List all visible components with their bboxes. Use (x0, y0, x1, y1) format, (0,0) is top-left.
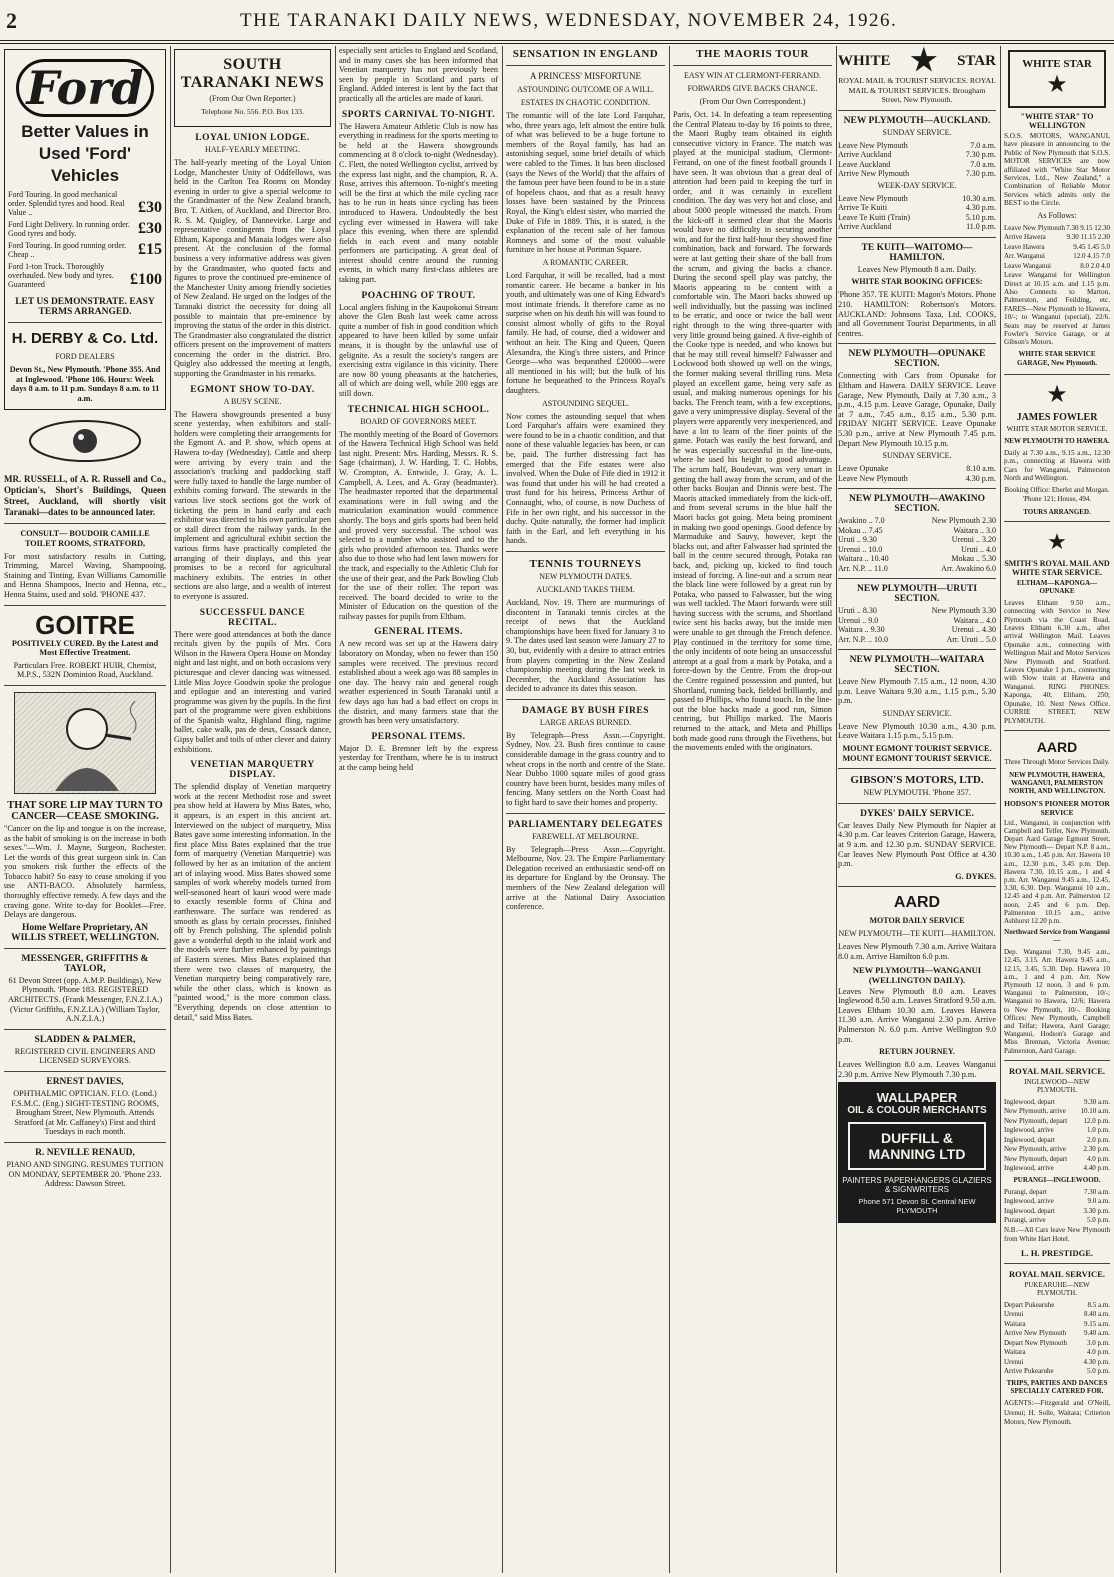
timetable-row: Leave Te Kuiti (Train) 5.10 p.m. (838, 212, 996, 222)
smoker-illustration (14, 692, 156, 794)
timetable-row: Uruti .. 9.30 Urenui .. 3.20 (838, 535, 996, 545)
column-divider (1000, 46, 1001, 1573)
south-taranaki-banner (174, 49, 331, 127)
booking-head: WHITE STAR BOOKING OFFICES: (851, 277, 983, 287)
aard-title: AARD (893, 894, 941, 912)
ws2-sub: As Follows: (1037, 210, 1077, 220)
timetable-row: New Plymouth, depart 12.0 p.m. (1004, 1116, 1110, 1125)
divider (1004, 1060, 1110, 1061)
davies-text: OPHTHALMIC OPTICIAN. F.I.O. (Lond.) F.S.M.C. (Eng.) SIGHT-TESTING ROOMS, Brougham Street, New Plymouth. Attends Stratford (at Mr. Caffaney's) First and third Tuesdays in each month. (11, 1089, 159, 1137)
article-body: The romantic will of the late Lord Farquhar, who, three years ago, left almost the entire bulk of what was believed to be a huge fortune to members of the Royal family, has had an astonishing sequel, some brief details of which were cabled to the Times. It has been disclosed (says the News of the World) that the affairs of the famous peer have been found to be in a state of hopeless chaos, and that as a result heavy losses have been sustained by the Princess Royal, the King's eldest sister, who married the Duke of Fife in 1889. This, it is stated, is the explanation of the recent sale of her famous Romneys and some of the most valuable furniture in her house at Portman Square. (506, 111, 665, 255)
aard-w-text: Leaves New Plymouth 8.0 a.m. Leaves Inglewood 8.50 a.m. Leaves Stratford 9.50 a.m. Leaves Eltham 10.30 a.m. Leaves Hawera 11.30 a.m. Arrive Wanganui 2.30 p.m. Arrive Palmerston N. 6.0 p.m. Arrive Wellington 9.0 p.m. (838, 986, 996, 1044)
article-subheading: (From Our Own Correspondent.) (699, 97, 806, 106)
sm-title: SMITH'S ROYAL MAIL AND WHITE STAR SERVICE. (1004, 558, 1110, 577)
messenger-title: MESSENGER, GRIFFITHS & TAYLOR, (21, 953, 149, 974)
article-subheading: A BUSY SCENE. (223, 396, 282, 406)
divider (4, 948, 166, 949)
ws2-head: "WHITE STAR" TO WELLINGTON (1020, 112, 1094, 130)
jf-booking: Booking Office: Eberlet and Morgan. 'Phone 121; House, 494. (1004, 485, 1110, 504)
welfare-name: Home Welfare Proprietary, AN WILLIS STREET, WELLINGTON. (11, 922, 159, 943)
goitre-address: Particulars Free. ROBERT HUIR, Chemist, M.P.S., 532N Dominion Road, Auckland. (13, 660, 157, 680)
article-heading: POACHING OF TROUT. (361, 290, 476, 301)
ford-item: Ford Light Delivery. In running order. Good tyres and body. £30 (8, 220, 162, 238)
rm2-sub: PUKEARUHE—NEW PLYMOUTH. (1024, 1280, 1090, 1297)
jf-sub: WHITE STAR MOTOR SERVICE. (1006, 425, 1108, 433)
divider (506, 699, 665, 700)
article-body: A new record was set up at the Hawera dairy laboratory on Monday, when no fewer than 150 samples were received. The previous record established about a week ago was 88 samples in one day. The heavy rain and general rough weather experienced in South Taranaki until a few days ago has had a bad effect on crops in the district, and many farmers state that the growth has been very unsatisfactory. (339, 639, 498, 726)
route-title: NEW PLYMOUTH—OPUNAKE SECTION. (848, 349, 986, 370)
wallpaper-4: PAINTERS PAPERHANGERS GLAZIERS & SIGNWRITERS (842, 1176, 992, 1195)
article-subheading: BOARD OF GOVERNORS MEET. (360, 416, 477, 426)
divider (1004, 521, 1110, 522)
timetable-row: Mokau .. 7.45 Waitara .. 3.0 (838, 525, 996, 535)
ws2-text2: Leave Wanganui for Wellington Direct at 10.15 a.m. and 1.15 p.m. Also Connects to Marton, Palmerston, and Feilding, etc. FARES—New Plymouth to Hawera, 10/-; to Wanganui (special), 22/6. Seats may be reserved at James Fowler's Service Garage, or at Gibson's Motors. (1004, 271, 1110, 347)
article-heading: GENERAL ITEMS. (374, 627, 463, 638)
ford-item: Ford 1-ton Truck. Thoroughly overhauled. New body and tyres. Guaranteed £100 (8, 262, 162, 289)
route-sub: SUNDAY SERVICE. (882, 708, 952, 718)
column-2-south-taranaki (174, 46, 331, 1573)
column-divider (669, 46, 670, 1573)
article-heading: SPORTS CARNIVAL TO-NIGHT. (341, 109, 496, 120)
boudoir-head: CONSULT— BOUDOIR CAMILLE TOILET ROOMS, STRATFORD, (20, 529, 150, 548)
agents: AGENTS:—Fitzgerald and O'Neill, Urenui; H. Solle, Waitara; Criterion Motors, New Plymouth. (1004, 1398, 1110, 1427)
article-body: By Telegraph—Press Assn.—Copyright. Melbourne, Nov. 23. The Empire Parliamentary Delegation received an enthusiastic send-off on its departure for England by the Oronsay. The members of the New Zealand delegation will arrive at the National Dairy Association conference. (506, 844, 665, 912)
route-title: NEW PLYMOUTH—AUCKLAND. (843, 115, 991, 126)
wallpaper-1: WALLPAPER (876, 1090, 958, 1106)
divider (506, 551, 665, 552)
divider (8, 322, 162, 323)
hodson-title: HODSON'S PIONEER MOTOR SERVICE (1004, 798, 1110, 817)
divider (4, 685, 166, 686)
renaud-text: PIANO AND SINGING. RESUMES TUITION ON MONDAY, SEPTEMBER 20. 'Phone 233. Address: Dawson Street. (6, 1159, 164, 1189)
article-body: The half-yearly meeting of the Loyal Union Lodge, Manchester Unity of Oddfellows, was held in the Carlton Tea Rooms on Monday evening in order to give a special welcome to the Grandmaster of the New Zealand branch, Bro. T. Aitken, of Auckland, and Director Bro. R. S. M. Quigley, of Dannevirke. Large and representative contingents from the Loyal Eltham, Kaponga and Manaia lodges were also present. At the conclusion of the formal business a very informative address was given by the Grandmaster, who quoted facts and figures to prove the continued pre-eminence of the Manchester Unity among friendly societies of New Zealand. He urged on the lodges of the Taranaki district the necessity for doing all possible to maintain that pre-eminence by improving the status of the order in this district. The Grandmaster also congratulated the district officers present on the improvement of matters concerning the order in the district. Bro. Quigley also addressed the meeting at length, supporting the Grandmaster in his remarks. (174, 158, 331, 379)
timetable-row: Leave Hawera 9.45 1.45 5.0 (1004, 242, 1110, 251)
trips: TRIPS, PARTIES AND DANCES SPECIALLY CATERED FOR. (1006, 1378, 1108, 1395)
article-body: There were good attendances at both the dance recitals given by the pupils of Mrs. Cora Wilson in the Hawera Opera House on Monday night and last night, and on both occasions very picturesque and clever dancing was witnessed. Little Miss Joyce Goodwin spoke the prologue and epilogue and an interesting and varied programme was given by the pupils. In the first part of the programme were given exhibitions of the Spanish waltz, Highland fling, ragtime ballet, cake walk, pas de deux, Cossack dance, Gipsy ballet and toils of other clever and dainty exhibitions. (174, 629, 331, 754)
article-body: especially sent articles to England and Scotland, and in many cases she has been informed that Venetian marquetry has not previously been seen by people in Scotland and parts of England. Added interest is lent by the fact that practically all the articles are made of kauri. (339, 46, 498, 103)
booking-text: 'Phone 357. TE KUITI: Magon's Motors. Phone 210. HAMILTON: Robertson's Motors. AUCKLAND: Johnsons Taxa, Ltd. COOKS, and all Government Tourist Departments, in all centres. (838, 290, 996, 338)
sladden-title: SLADDEN & PALMER, (34, 1034, 136, 1045)
column-7-services (1004, 46, 1110, 1573)
timetable-row: Arr. Wanganui 12.0 4.15 7.0 (1004, 252, 1110, 261)
dykes-title: DYKES' DAILY SERVICE. (860, 808, 974, 819)
column-divider (502, 46, 503, 1573)
column-divider (836, 46, 837, 1573)
article-subheading: EASY WIN AT CLERMONT-FERRAND. (684, 71, 821, 80)
jf-title: JAMES FOWLER (1016, 412, 1098, 423)
article-body: By Telegraph—Press Assn.—Copyright. Sydney, Nov. 23. Bush fires continue to cause considerable damage in the grass country and to wheat crops in the north and centre of the State. Near Dubbo 1000 square miles of good grass country have been burnt, besides many miles of fencing. Many settlers on the North Coast had to fight hard to save their homes and property. (506, 730, 665, 808)
article-subheading: NEW PLYMOUTH DATES. (539, 571, 632, 581)
timetable-row: Urenui 8.40 a.m. (1004, 1310, 1110, 1319)
timetable-row: Arrive Hawera 9.30 11.15 2.30 (1004, 233, 1110, 242)
ford-item: Ford Touring. In good mechanical order. Splendid tyres and hood. Real Value .. £30 (8, 190, 162, 217)
divider (838, 803, 996, 804)
timetable-row: Inglewood, depart 9.30 a.m. (1004, 1097, 1110, 1106)
divider (838, 110, 996, 111)
wallpaper-advert (838, 1082, 996, 1223)
divider (838, 488, 996, 489)
wallpaper-3: DUFFILL & MANNING LTD (848, 1122, 986, 1170)
divider (4, 605, 166, 606)
ws2-text: S.O.S. MOTORS, WANGANUI, have pleasure in announcing to the Public of New Plymouth that S.O.S. MOTOR SERVICES are now affiliated with "White Star Motor Services, Ltd., New Zealand," a Combination of Reliable Motor Services which admits only the BEST to the Circle. (1004, 132, 1110, 208)
column-divider (170, 46, 171, 1573)
article-heading: SENSATION IN ENGLAND (512, 48, 659, 60)
article-heading: EGMONT SHOW TO-DAY. (190, 384, 315, 395)
article-subheading: ASTOUNDING SEQUEL. (542, 398, 629, 408)
timetable-row: Depart New Plymouth 3.0 p.m. (1004, 1338, 1110, 1347)
aard2-sub: NEW PLYMOUTH, HAWERA, WANGANUI, PALMERSTON NORTH, AND WELLINGTON. (1008, 770, 1106, 795)
route-sub: SUNDAY SERVICE. (882, 127, 952, 137)
timetable-row: Urenui .. 9.0 Waitara .. 4.0 (838, 615, 996, 625)
article-heading: DAMAGE BY BUSH FIRES (521, 705, 650, 716)
article-subheading: ESTATES IN CHAOTIC CONDITION. (520, 98, 651, 107)
route-text: Connecting with Cars from Opunake for Eltham and Hawera. DAILY SERVICE. Leave Garage, New Plymouth, Daily at 7.30 a.m., 3 p.m., 4.15 p.m. Leave Garage, Opunake, Daily at 7 a.m., 7.45 a.m., 8.15 a.m., 5.30 p.m. FRIDAY NIGHT SERVICE. Leave Opunake 5.30 p.m., arrive at New Plymouth 7.45 p.m. Depart New Plymouth 10.15 p.m. (838, 371, 996, 448)
ford-item: Ford Touring. In good running order. Cheap .. £15 (8, 241, 162, 259)
divider (4, 1142, 166, 1143)
star-icon: ★ (1046, 72, 1068, 98)
article-heading: TECHNICAL HIGH SCHOOL. (347, 404, 490, 415)
white-star-word: WHITE (838, 52, 891, 69)
article-heading: PARLIAMENTARY DELEGATES (508, 819, 663, 830)
column-4-cables (506, 46, 665, 1573)
article-subheading: FAREWELL AT MELBOURNE. (532, 831, 639, 841)
timetable-row: Arr. N.P. .. 11.0 Arr. Awakino 6.0 (838, 563, 996, 573)
article-subheading: ASTOUNDING OUTCOME OF A WILL. (517, 85, 654, 94)
aard-w-title: NEW PLYMOUTH—WANGANUI (WELLINGTON DAILY). (852, 964, 982, 985)
timetable-row: Waitara 4.0 p.m. (1004, 1348, 1110, 1357)
article-body: The monthly meeting of the Board of Governors of the Hawera Technical High School was held last night. Present: Mrs. Harding, Messrs. R. S. Sage (chairman), J. W. Harding, T. C. Hobbs, W. Crompton, A. Entwisle, J. Gray, A. L. Campbell, A. Lees, and A. Gray (headmaster). The headmaster reported that the departmental examinations were in full swing and the matriculation examination would commence shortly. The boys and girls sports had been held and proved very successful. The school was selected to a number who assisted and to the girls who provided afternoon tea. Thanks were also due to those who had lent lawn mowers for the track, and especially to the Athletic Club for the use of their gear, and the Park Bowling Club for the use of their roller. The report was received. The board decided to write to the Minister of Education on the question of the railway passes for pupils from Eltham. (339, 429, 498, 621)
boudoir-text: For most satisfactory results in Cutting, Trimming, Marcel Waving, Shampooing, Staining and Tinting. Evan Williams Camomille and Henna Shampoos, Inecto and Henna, etc., Henna Stains, used and sold. 'PHONE 437. (4, 551, 166, 599)
timetable-row: Arrive Te Kuiti 4.30 p.m. (838, 203, 996, 213)
route-text: Leave New Plymouth 10.30 a.m., 4.30 p.m. Leave Waitara 1.15 p.m., 5.15 p.m. (838, 721, 996, 741)
timetable-row: Purangi, arrive 5.0 p.m. (1004, 1216, 1110, 1225)
ford-demo: LET US DEMONSTRATE. EASY TERMS ARRANGED. (15, 297, 155, 317)
article-body: The Hawera Amateur Athletic Club is now has everything in readiness for the sports meeting to be held at the Hawera showgrounds commencing at 8 o'clock to-night (Wednesday). C. Flett, the noted Wellington cyclist, arrived by the express last night, and the champion, R. A. Rose, arrives this afternoon. To-night's meeting will be the first at which the mile cycling race has to be run in heats since cycling has been introduced to Hawera. Undoubtedly the best cycling ever witnessed in Hawera will take place this evening, when there are splendid fields in each event and many notable performers are participating. A great deal of interest should centre around the running events, in which many first-class athletes are taking part. (339, 121, 498, 285)
timetable-row: Arrive New Plymouth 9.40 a.m. (1004, 1329, 1110, 1338)
article-subheading: A ROMANTIC CAREER. (542, 257, 629, 267)
divider (838, 886, 996, 887)
dykes-sign: G. DYKES. (955, 871, 996, 881)
timetable-row: Arrive Auckland 7.30 p.m. (838, 150, 996, 160)
article-subheading: HALF-YEARLY MEETING. (205, 145, 300, 154)
star-icon: ★ (1047, 528, 1067, 554)
article-heading: TENNIS TOURNEYS (529, 557, 642, 570)
ford-tagline: Better Values in Used 'Ford' Vehicles (21, 122, 149, 185)
divider (838, 768, 996, 769)
ws-lines: ROYAL MAIL & TOURIST SERVICES. ROYAL MAIL & TOURIST SERVICES. Brougham Street, New Plymouth. (838, 76, 996, 105)
jf-tours: TOURS ARRANGED. (1023, 507, 1091, 516)
aard-r-title: RETURN JOURNEY. (879, 1047, 955, 1057)
timetable-row: New Plymouth, depart 4.0 p.m. (1004, 1154, 1110, 1163)
divider (673, 65, 832, 66)
article-heading: LOYAL UNION LODGE. (195, 133, 310, 143)
lip-title: THAT SORE LIP MAY TURN TO CANCER—CEASE SMOKING. (7, 799, 163, 822)
sm-text: Leaves Eltham 9.50 a.m., connecting with Service to New Plymouth via the Coast Road. Leaves Eltham 6.30 a.m., after arrival Wellington Mail. Leaves Opunake a.m., connecting with Wellington Mail and Motor Services New Plymouth and Stratford. Leaves Opunake 1 p.m., connecting with Slow train at Hawera and Wanganui. RING PHONES: Kaponga, 40; Eltham, 250; Opunake, 10. Next News Office. CURRIE STREET, NEW PLYMOUTH. (1004, 598, 1110, 725)
star-word: STAR (957, 52, 996, 69)
eye-illustration-icon (24, 416, 146, 468)
timetable-row: Leave Auckland 7.0 a.m. (838, 159, 996, 169)
messenger-text: 61 Devon Street (opp. A.M.P. Buildings), New Plymouth. 'Phone 183. REGISTERED ARCHITECTS. (Frank Messenger, F.N.Z.I.A.) (Victor Griffiths, F.N.Z.I.A.) (William Taylor, A.N.Z.I.A.) (7, 975, 163, 1024)
timetable-row: Arr. N.P. .. 10.0 Arr. Uruti .. 5.0 (838, 634, 996, 644)
hodson-sub: Northward Service from Wanganui— (1004, 928, 1110, 945)
derby-sub: FORD DEALERS (55, 352, 115, 361)
wallpaper-5: Phone 571 Devon St. Central NEW PLYMOUTH (858, 1197, 976, 1216)
timetable-row: Leave New Plymouth 7.0 a.m. (838, 140, 996, 150)
column-5-maoris-tour (673, 46, 832, 1573)
masthead (0, 0, 1114, 40)
page-number: 2 (6, 8, 17, 33)
article-heading: THE MAORIS TOUR (696, 48, 809, 60)
aard-r-text: Leaves Wellington 8.0 a.m. Leaves Wanganui 2.30 p.m. Arrive New Plymouth 7.30 p.m. (838, 1060, 996, 1079)
wallpaper-2: OIL & COLOUR MERCHANTS (847, 1105, 987, 1117)
route-sub: SUNDAY SERVICE. (882, 451, 952, 461)
column-divider (335, 46, 336, 1573)
ws2-name: WHITE STAR (1022, 58, 1092, 70)
divider (506, 813, 665, 814)
star-icon: ★ (1046, 382, 1068, 408)
rm2-title: ROYAL MAIL SERVICE. (1009, 1268, 1105, 1279)
egmont-service: MOUNT EGMONT TOURIST SERVICE. MOUNT EGMONT TOURIST SERVICE. (842, 744, 992, 763)
article-subheading: A PRINCESS' MISFORTUNE (529, 71, 642, 81)
lp-title: L. H. PRESTIDGE. (1020, 1247, 1094, 1258)
divider (4, 1029, 166, 1030)
timetable-row: Leave Wanganui 8.0 2.0 4.0 (1004, 261, 1110, 270)
jf-text: Daily at 7.30 a.m., 9.15 a.m., 12.30 p.m., connecting at Hawera with Cars for Wanganui, Palmerston North and Wellington. (1004, 449, 1110, 483)
banner-contact: Telephone No. 556. P.O. Box 133. (201, 107, 304, 116)
hodson-text2: Dep. Wanganui 7.30, 9.45 a.m., 12.45, 3.15. Arr. Hawera 9.45 a.m., 12.15, 3.45, 5.30. Dep. Hawera 10 a.m., 1 and 4 p.m. Arr. New Plymouth 12 noon, 3 and 6 p.m. Wanganui to Palmerston, 10/-; Wanganui to Hawera, 12/6; Hawera to New Plymouth, 10/-. Booking Offices: New Plymouth, Campbell and Telfar; Hawera, Aard Garage; Wanganui, Hodson's Garage and Miss Brennan, Victoria Avenue; Palmerston, Aard Garage. (1004, 948, 1110, 1055)
article-body: Local anglers fishing in the Kaupokonui Stream above the Glen Bush last week came across quite a number of fish in good condition which appeared to have been killed by some unfair means, it is thought by the unlawful use of gelignite. As a result the society's rangers are exercising extra vigilance in this vicinity. There are now 80 young pheasants at the hatcheries, all of which are doing well, while 200 eggs are still down. (339, 302, 498, 398)
timetable-row: New Plymouth, arrive 10.10 a.m. (1004, 1107, 1110, 1116)
divider (1004, 374, 1110, 375)
timetable-row: Inglewood, arrive 9.0 a.m. (1004, 1197, 1110, 1206)
aard2-text: Three Through Motor Services Daily. (1004, 757, 1110, 766)
article-body: Auckland, Nov. 19. There are murmurings of discontent in Taranaki tennis circles at the receipt of news that the Auckland championships have been fixed for January 3 to 9. The dates used last season were January 27 to 30, but, evidently with a desire to attract entries from players competing in the New Zealand championship meeting during the last week in December, the Auckland Association has decided to advance its dates this season. (506, 597, 665, 694)
sm-sub: ELTHAM—KAPONGA—OPUNAKE (1016, 578, 1098, 595)
rm-title: ROYAL MAIL SERVICE. (1009, 1065, 1105, 1076)
route-title: NEW PLYMOUTH—WAITARA SECTION. (849, 655, 985, 676)
dykes-text: Car leaves Daily New Plymouth for Napier at 4.30 p.m. Car leaves Criterion Garage, Hawera, at 9 a.m. and 12.30 p.m. SUNDAY SERVICE. Car leaves New Plymouth Post Office at 4.30 p.m. (838, 820, 996, 869)
masthead-rule (0, 40, 1114, 41)
timetable-row: Waitara .. 9.30 Urenui .. 4.30 (838, 625, 996, 635)
timetable-row: Leave Opunake 8.10 a.m. (838, 464, 996, 474)
article-body: Lord Farquhar, it will be recalled, had a most romantic career. He became a banker in his youth, and ultimately was one of King Edward's most intimate friends. It therefore came as no surprise when on his death his will was found to consist almost wholly of gifts to the Royal family. He had, of course, died a widower and without an heir. The King and Queen, Queen Alexandra, the King's three sisters, and Prince George—who was bequeathed £20000—were all mentioned in his will; but the bulk of his fortune he bequeathed to the Princess Royal's daughters. (506, 270, 665, 396)
jf-sub2: NEW PLYMOUTH TO HAWERA. (1004, 437, 1110, 445)
timetable-row: Inglewood, arrive 1.0 p.m. (1004, 1126, 1110, 1135)
goitre-sub: POSITIVELY CURED. By the Latest and Most Effective Treatment. (11, 638, 159, 658)
russell-notice: MR. RUSSELL, of A. R. Russell and Co., Optician's, Short's Buildings, Queen Street, Auckland, will shortly visit Taranaki—dates to be announced later. (4, 474, 166, 518)
timetable-row: Uruti .. 8.30 New Plymouth 3.30 (838, 606, 996, 616)
timetable-row: Leave New Plymouth 7.30 9.15 12.30 (1004, 223, 1110, 232)
column-6-white-star (838, 46, 996, 1573)
sladden-text: REGISTERED CIVIL ENGINEERS AND LICENSED SURVEYORS. (14, 1046, 156, 1066)
route-title: TE KUITI—WAITOMO—HAMILTON. (861, 242, 973, 263)
gibson-title: GIBSON'S MOTORS, LTD. (850, 774, 984, 787)
timetable-row: Leave New Plymouth 4.30 p.m. (838, 473, 996, 483)
timetable-row: Arrive Pukearuhe 5.0 p.m. (1004, 1367, 1110, 1376)
route-sub: WEEK-DAY SERVICE. (877, 180, 957, 190)
timetable-row: Inglewood, arrive 4.40 p.m. (1004, 1164, 1110, 1173)
banner-title: SOUTH TARANAKI NEWS (180, 56, 325, 91)
timetable-row: New Plymouth, arrive 2.30 p.m. (1004, 1145, 1110, 1154)
rm-sub: INGLEWOOD—NEW PLYMOUTH. (1024, 1077, 1090, 1094)
derby-name: H. DERBY & Co. Ltd. (11, 330, 159, 347)
divider (4, 523, 166, 524)
timetable-row: Inglewood, depart 3.30 p.m. (1004, 1206, 1110, 1215)
divider (4, 1071, 166, 1072)
divider (838, 237, 996, 238)
divider (838, 578, 996, 579)
ford-advert (4, 49, 166, 410)
derby-address: Devon St., New Plymouth. 'Phone 355. And at Inglewood. 'Phone 106. Hours: Week days 8 a.m. to 11 p.m. Sundays 8 a.m. to 11 a.m. (9, 365, 161, 403)
timetable-row: Arrive Auckland 11.0 p.m. (838, 222, 996, 232)
pi-note: N.B.—All Cars leave New Plymouth from White Hart Hotel. (1004, 1225, 1110, 1244)
pi-title: PURANGI—INGLEWOOD. (1013, 1175, 1101, 1184)
article-body: Paris, Oct. 14. In defeating a team representing the Central Plateau to-day by 16 points to three, the Maori Rugby team obtained its eighth consecutive victory in France. The match was played at the municipal stadium, Clermont-Ferrand, on one of the finest football grounds I have seen. It was obvious that a great deal of attention had been paid to keeping the turf in order, and it was certainly in excellent condition. The day was very hot and close, and about 5000 people witnessed the match. From the kick-off it seemed clear that the Maoris would have no difficulty in securing another win, and for the first half-hour they showed fine combination, back and forward. The forwards were at last getting their share of the ball from the scrum, and giving the backs a chance. During the second spell play was patchy, the Maoris appearing to be content with a comfortable win. The Maori backs showed up well individually, but the passing was inclined to be erratic, and once or twice the ball went right through to the wing three-quarter with very little ground being gained. A five-eighth of the Cooke type is needed, and who knows but that he may still reveal himself? Falwasser and Lockwood both showed up well on the wings, the former making several thrilling runs. Meta played an excellent game, being very safe as usual, and making numerous openings for his backs. The French team, with a few exceptions, gave a very unimpressive display. Several of the players were apparently very inexperienced, and have a lot to learn of the finer points of the game. Potach was easily the best forward, and he was especially successful in the line-outs, where he used his height to good advantage. The scrum half, Boudevan, was very smart in getting the ball away from the scrum, and of the other backs Boujan and Dinnis were best. The Maoris attacked immediately from the kick-off, and from several scrums in the blue half the Maori backs got going. Meta being prominent in making two good openings. Good defence by Marmaduke and Sauvy, however, kept the blacks out, and after Falwasser had sprinted the ball in the centre secured through, Potaka ran back, and, picking up, kicked to find touch instead of forcing. A line-out and a scrum near the black line were followed by a great run by Potaka, who passed to Falwasser, but the wing was well tackled. The Maori forwards were still having success with the scrums, and Shortland twice sent his backs away, but the inside men were unable to get through the French defence. Play continued in the territory for some time, the only incidents of note being an unsuccessful attempt at a goal from a mark by Potaka, and a force-down by the Centre. From the drop-out the Centre regained possession and punted, but Shortland, running back, fielded brilliantly, and passed to Phillips, who found touch. In the line-out the blue backs made a good run, Simon centring, but Phillips marked. The Maoris returned to the attack, and Meta and Phillips both made good runs through the Fivethens, but the movements ended with the originators. (673, 110, 832, 753)
goitre-title: GOITRE (35, 609, 135, 640)
article-body: Now comes the astounding sequel that when Lord Farquhar's affairs were examined they were found to be in a chaotic condition, and that none of these valuable legacies has been, or can be, paid. The further distressing fact has emerged that the Fife estates were also involved. When the Duke of Fife died in 1912 it was found that under his will he had created a trust fund for his heiress, Princess Arthur of Connaught, who, of course, is now Duchess of Fife in her own right, and his successor in the duchy. Quite naturally, the former had implicit faith in the Earl, and left everything in his hands. (506, 411, 665, 546)
divider (1004, 730, 1110, 731)
article-subheading: LARGE AREAS BURNED. (539, 717, 632, 727)
renaud-title: R. NEVILLE RENAUD, (35, 1147, 135, 1158)
route-text: Leave New Plymouth 7.15 a.m., 12 noon, 4.30 p.m. Leave Waitara 9.30 a.m., 1.15 p.m., 5.30 p.m. (838, 677, 996, 706)
timetable-row: Waitara 9.15 a.m. (1004, 1319, 1110, 1328)
aard2-title: AARD (1036, 738, 1078, 755)
white-star-header (838, 46, 996, 76)
column-3-local-news (339, 46, 498, 1573)
route-text: Leaves New Plymouth 8 a.m. Daily. (857, 264, 977, 274)
divider (1004, 1263, 1110, 1264)
hodson-text: Ltd., Wanganui, in conjunction with Campbell and Telfer, New Plymouth. Depart Aard Garage Egmont Street, New Plymouth— Depart N.P. 8 a.m., 10.30 a.m., 1.45 p.m. Arr. Hawera 10 a.m., 12.30 p.m., 3.45 p.m. Dep. Hawera 7.30, 10.15 a.m., 1 and 4 p.m. Arr. Wanganui 9.45 a.m., 12.45, 3.30, 6.30. Dep. Wanganui 10 a.m., 12.45 and 4 p.m. Arr. Palmerston 12 noon, 2.45 and 6 p.m. Dep. Palmerston 10.15 a.m., arrive Ashhurst 12.20 p.m. (1004, 818, 1110, 925)
timetable-row: Arrive New Plymouth 7.30 p.m. (838, 169, 996, 179)
ws2-garage: WHITE STAR SERVICE GARAGE, New Plymouth. (1016, 349, 1098, 368)
route-title: NEW PLYMOUTH—AWAKINO SECTION. (849, 494, 985, 515)
timetable-row: Urenui .. 10.0 Uruti .. 4.0 (838, 544, 996, 554)
article-heading: SUCCESSFUL DANCE RECITAL. (199, 607, 306, 628)
article-subheading: FORWARDS GIVE BACKS CHANCE. (687, 84, 818, 93)
article-body: The Hawera showgrounds presented a busy scene yesterday, when exhibitors and stall-holders were completing their arrangements for the Egmont A. and P. show, which opens at Hawera to-day (Wednesday). Cattle and sheep were arriving by every train and the association's trucking and paddocking staff were fully taxed to handle the large number of exhibits coming forward. The stewards in the various live stock sections got the work of ticketing the pens in hand early and each exhibitor was directed to his own particular pen or stall direct from the railway yards. In the implement and agricultural exhibit section the various firms have practically completed the arranging of their displays, and this year promises to be a record for agricultural machinery exhibits. The entries in other sections are also large, and a wealth of interest to everyone is assured. (174, 409, 331, 601)
aard-sub2: NEW PLYMOUTH—TE KUITI—HAMILTON. (838, 929, 996, 939)
white-star-badge (1008, 50, 1106, 108)
article-heading: VENETIAN MARQUETRY DISPLAY. (190, 760, 315, 781)
timetable-row: Leave New Plymouth 10.30 a.m. (838, 193, 996, 203)
timetable-row: Depart Pukearuhe 8.5 a.m. (1004, 1300, 1110, 1309)
route-title: NEW PLYMOUTH—URUTI SECTION. (856, 584, 978, 605)
ford-logo: Ford (16, 59, 154, 117)
star-icon: ★ (910, 46, 938, 77)
banner-sub: (From Our Own Reporter.) (209, 94, 296, 103)
timetable-row: Urenui 4.30 p.m. (1004, 1357, 1110, 1366)
divider (838, 343, 996, 344)
divider (838, 649, 996, 650)
davies-title: ERNEST DAVIES, (46, 1077, 124, 1087)
article-body: Major D. E. Bremner left by the express yesterday for Trentham, where he is to instruct at the camp being held (339, 743, 498, 772)
article-subheading: AUCKLAND TAKES THEM. (536, 584, 635, 594)
masthead-rule-2 (0, 43, 1114, 44)
gibson-text: NEW PLYMOUTH. 'Phone 357. (863, 788, 971, 798)
article-heading: PERSONAL ITEMS. (371, 731, 466, 742)
divider (506, 65, 665, 66)
timetable-row: Purangi, depart 7.30 a.m. (1004, 1187, 1110, 1196)
article-body: The splendid display of Venetian marquetry work at the recent Methodist rose and sweet pea show held at Hawera by Miss Bates, who, it appears, is an expert in this ancient art. Interviewed on the subject of marquetry, Miss Bates gave some interesting information. In the first place Miss Bates explained that the true form of marquetry (Venetian Marquetrie) was followed by her as an imitation of the ancient art of inlaying wood. Miss Bates showed some samples of work whereby models turned from well-seasoned heart of kauri wood were made to exactly resemble forms of China and earthenware. The surface was rendered as smooth as glass by certain processes, finished off by French polishing. The splendid polish gave a wonderful depth to the inlaid work and the models were further enhanced by paintings of Eastern scenes. Miss Bates explained that there were two classes of marquetry, the Venetian marquetry being comparatively rare, while the other class, which is known as "painted wood," is the more common class. "Everything depends on close attention to detail," said Miss Bates. (174, 782, 331, 1022)
timetable-row: Awakino .. 7.0 New Plymouth 2.30 (838, 516, 996, 526)
timetable-row: Waitara .. 10.40 Mokau .. 5.30 (838, 554, 996, 564)
column-1-ads (4, 46, 166, 1573)
aard-text: Leaves New Plymouth 7.30 a.m. Arrive Waitara 8.0 a.m. Arrive Hamilton 6.0 p.m. (838, 942, 996, 961)
lip-text: "Cancer on the lip and tongue is on the increase, as the habit of smoking is on the increase in both sexes."—Wm. J. Mayne, Surgeon, Rochester. Let the words of this great surgeon sink in. Can you smokers risk further the effects of the Tobacco habit? So easy to cease smoking if you use ANTI-BACO. Absolutely harmless, thoroughly effective remedy. A few days and the craving gone. Write to-day for Booklet—Free. Delays are dangerous. (4, 823, 166, 920)
timetable-row: Inglewood, depart 2.0 p.m. (1004, 1135, 1110, 1144)
aard-sub: MOTOR DAILY SERVICE (869, 916, 965, 926)
newspaper-title: THE TARANAKI DAILY NEWS, WEDNESDAY, NOVEMBER 24, 1926. (240, 10, 898, 31)
